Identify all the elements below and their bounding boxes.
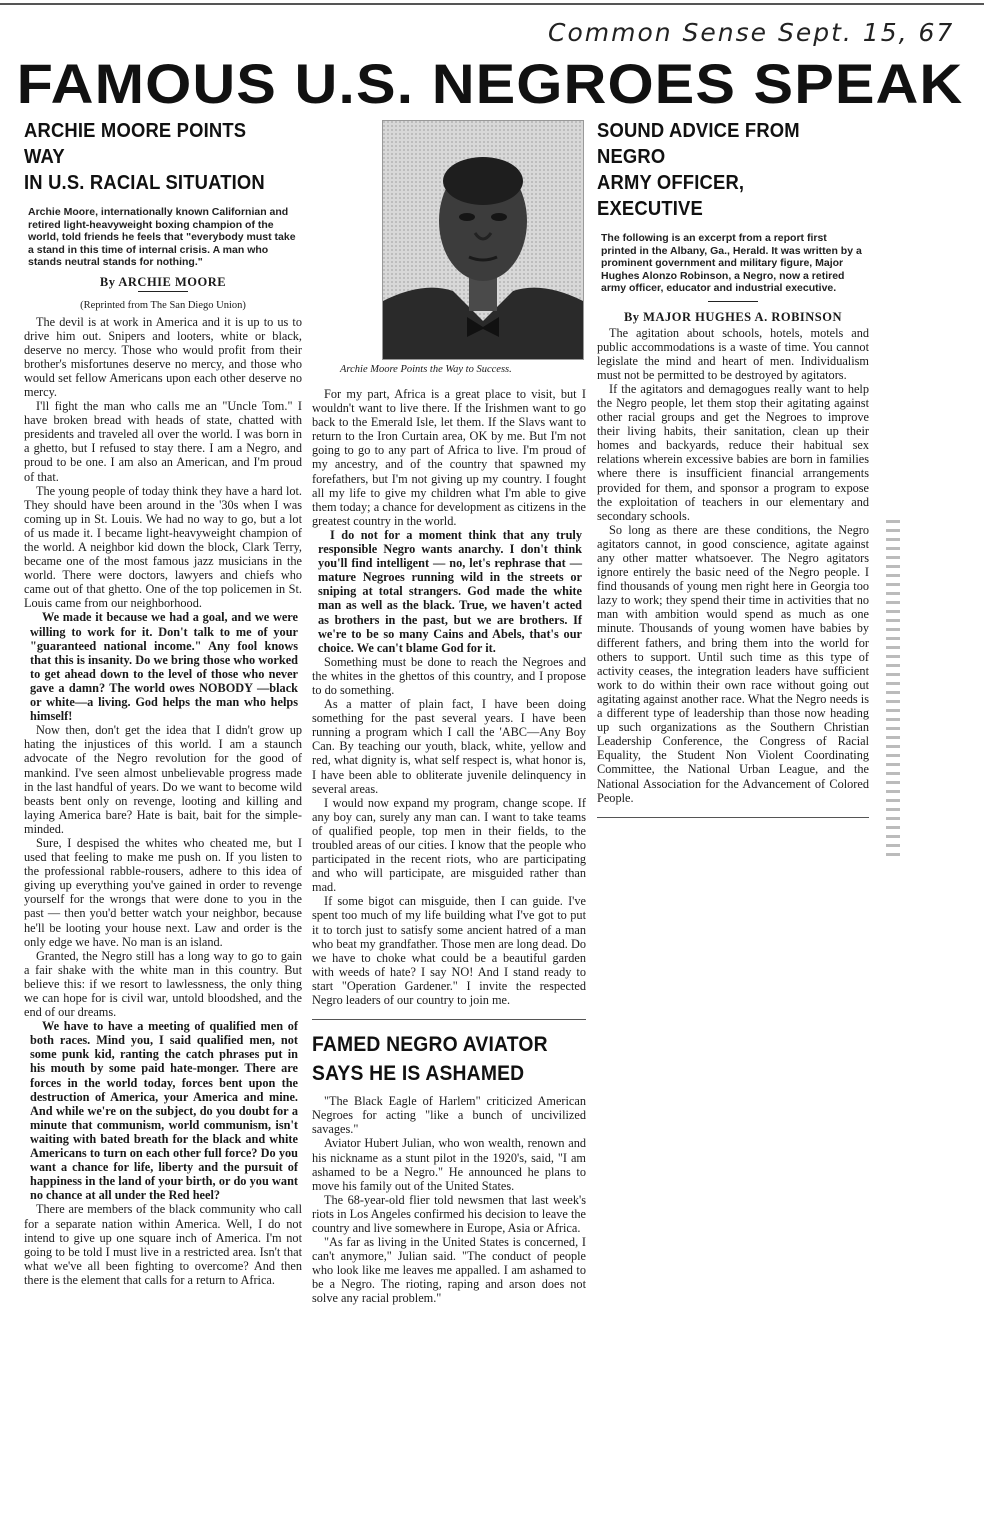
article1-reprint-note: (Reprinted from The San Diego Union) [80, 299, 246, 311]
article2-headline-line2: ARMY OFFICER, EXECUTIVE [597, 172, 745, 220]
article1-paragraph: For my part, Africa is a great place to visit, but I wouldn't want to live there. If the Irishmen want to go back to the Emerald Isle, let them. If the Slavs want to return to the Iron Curtain area, OK by me. But I'm not going to go to any part of Africa to live. I'm proud of my ancestry, and of the country that spawned my forefathers, but I'm not giving up my country. I fought all my life to give my children what I'm able to give them today; a chance for development as citizens in the greatest country in the world. [312, 387, 586, 528]
article2-paragraph: If the agitators and demagogues really want to help the Negro people, let them stop their agitating against other racial groups and get the Negroes to improve their living habits, their sanitation, clean up their homes and backyards, reduce their habitual sex relations wherein excessive babies are born in families where there is insufficient financial arrangements provided for them, and sponsor a program to expose the exploitation of teachers in our elementary and secondary schools. [597, 381, 869, 523]
article1-bold-paragraph: I do not for a moment think that any truly responsible Negro wants anarchy. I don't think you'll find intelligent — no, let's rephrase that — mature Negroes running wild in the streets or sniping at total strangers. God made the white man as well as the black. True, we haven't acted as brothers in the past, but we are brothers. If we're to be so many Cains and Abels, that's our choice. We can't blame God for it. [318, 527, 582, 655]
article2-paragraph: So long as there are these conditions, the Negro agitators cannot, in good conscience, agitate against any other matter whatsoever. The Negro agitators ignore entirely the basic need of the Negro people. I find thousands of young men right here in Georgia too lazy to work; they spend their time in activities that no man with ambition would spend as much as one minute. Thousands of young women have babies by different fathers, and bring them into the world for others to support. Until such time as this type of activity ceases, the integration leaders have sufficient work to do within their own race without going out agitating against another race. What the Negro needs is a different type of leadership than those now heading up such organizations as the Southern Christian Leadership Conference, the Congress of Racial Equality, the Student Non Violent Coordinating Committee, the National Urban League, and the National Association for the Advancement of Colored People. [597, 522, 869, 805]
article3-paragraph: The 68-year-old flier told newsmen that last week's riots in Los Angeles confirmed his decision to leave the country and live somewhere in Europe, Asia or Africa. [312, 1192, 586, 1235]
page-title: FAMOUS U.S. NEGROES SPEAK [16, 52, 964, 115]
article1-paragraph: I'll fight the man who calls me an "Uncle Tom." I have broken bread with heads of state, chatted with presidents and traveled all over the world. I was born in a ghetto, but I refused to stay there. I am a Negro, and proud to be one. I am also an American, and I'm proud of that. [24, 399, 302, 484]
margin-ruler-marks [886, 520, 900, 860]
article1-paragraph: Now then, don't get the idea that I didn't grow up hating the injustices of this world. I am a staunch advocate of the Negro revolution for the good of mankind. I've seen almost unbelievable progress made in the last handful of years. Do we want to become wild beasts bent only on revenge, looting and killing and laying America bare? Hate is bait, bait for the simple-minded. [24, 723, 302, 836]
article2-headline [597, 118, 847, 222]
article2-byline: By MAJOR HUGHES A. ROBINSON [623, 309, 843, 324]
section-divider [312, 1019, 586, 1020]
top-border-rule [0, 3, 984, 5]
photo-caption: Archie Moore Points the Way to Success. [340, 364, 512, 375]
article1-bold-paragraph: We made it because we had a goal, and we were willing to work for it. Don't talk to me of your "guaranteed national income." Any fool knows that this is insanity. Do we bring those who worked to get ahead down to the level of those who never gave a damn? The world owes NOBODY —black or white—a living. God helps the man who helps himself! [30, 610, 298, 724]
article3-headline [312, 1030, 564, 1088]
column-middle [312, 118, 586, 1306]
article1-headline-line1: ARCHIE MOORE POINTS WAY [24, 120, 247, 168]
article1-paragraph: If some bigot can misguide, then I can guide. I've spent too much of my life building what I've got to put it to torch just to satisfy some ancient hatred of a man who beat my grandfather. Those men are long dead. Do we have to choke what could be a beautiful garden with weeds of hate? I say NO! And I stand ready to start "Operation Gardener." I invite the respected Negro leaders of our country to join me. [312, 894, 586, 1008]
article1-paragraph: There are members of the black community who call for a separate nation within America. Well, I do not intend to give up one square inch of America. I'm not going to be told I must live in a restricted area. Isn't that what we've all been fighting to overcome? And then there is the element that calls for a return to Africa. [24, 1202, 302, 1287]
article1-paragraph: I would now expand my program, change scope. If any boy can, surely any man can. I want to take teams of qualified people, top men in their fields, to the troubled areas of our cities. I know that the people who participated in the recent riots, who are participating and who will participate, are misguided rather than mad. [312, 795, 586, 895]
article1-paragraph: The young people of today think they have a hard lot. They should have been around in the '30s when I was coming up in St. Louis. We had no way to go, but a lot of us made it. I became light-heavyweight champion of the world. A neighbor kid down the block, Clark Terry, became one of the most famous jazz musicians in the world. There were doctors, lawyers and chiefs who came out of that ghetto. One of the top policemen in St. Louis came from our neighborhood. [24, 483, 302, 611]
article2-intro: The following is an excerpt from a report first printed in the Albany, Ga., Herald. It was written by a prominent government and military figure, Major Hughes Alonzo Robinson, a Negro, now a retired army officer, educator and industrial executive. [601, 232, 862, 294]
column-left [24, 118, 302, 1287]
article3-paragraph: "The Black Eagle of Harlem" criticized American Negroes for acting "like a bunch of uncivilized savages." [312, 1094, 586, 1137]
article2-headline-line1: SOUND ADVICE FROM NEGRO [597, 120, 800, 168]
byline-rule [138, 291, 188, 292]
column-right [597, 118, 869, 828]
handwritten-annotation: Common Sense Sept. 15, 67 [548, 18, 955, 47]
article1-paragraph: As a matter of plain fact, I have been doing something for the past several years. I have been running a program which I call the 'ABC—Any Boy Can. By teaching our youth, black, white, yellow and red, what dignity is, what self respect is, what honor is, I have been able to obliterate juvenile delinquency in several areas. [312, 697, 586, 796]
article1-headline-line2: IN U.S. RACIAL SITUATION [24, 172, 265, 194]
article1-paragraph: Granted, the Negro still has a long way to go to gain a fair shake with the white man in this country. But believe this: if we resort to lawlessness, the only thing we can hope for is civil war, untold bloodshed, and the end of our dreams. [24, 948, 302, 1020]
photo-block [326, 120, 582, 375]
portrait-illustration [383, 121, 583, 359]
article1-intro: Archie Moore, internationally known Californian and retired light-heavyweight boxing champion of the world, told friends he feels that "everybody must take a stand in this time of internal crisis. A man who stands neutral stands for nothing." [28, 206, 296, 268]
portrait-photo [382, 120, 584, 360]
byline-rule [708, 301, 758, 302]
column-end-rule [597, 817, 869, 818]
article2-paragraph: The agitation about schools, hotels, motels and public accommodations is a waste of time. You cannot legislate the mind and heart of men. Individualism must not be permitted to be destroyed by agitators. [597, 325, 869, 382]
article3-paragraph: Aviator Hubert Julian, who won wealth, renown and his nickname as a stunt pilot in the 1920's, said, "I am ashamed to be a Negro." He announced he plans to move his family out of the United States. [312, 1136, 586, 1193]
article1-bold-paragraph: We have to have a meeting of qualified men of both races. Mind you, I said qualified men, not some punk kid, ranting the catch phrases put in his mouth by some paid hate-monger. There are forces in the world today, forces bent upon the destruction of America, your America and mine. And while we're on the subject, do you doubt for a minute that communism, world communism, isn't waiting with bated breath for the black and white Americans to turn on each other full force? Do you want a chance for life, liberty and the pursuit of happiness in the land of your birth, or do you want no chance at all under the Red heel? [30, 1019, 298, 1203]
article1-byline: By ARCHIE MOORE [99, 274, 227, 289]
article1-paragraph: Sure, I despised the whites who cheated me, but I used that feeling to make me push on. If you listen to the professional rabble-rousers, adhere to this idea of giving up everything you've gained in order to revenge yourself for the wrongs that were done to you in the past — then you'd better watch your neighbor, because he'll be looting your house next. Law and order is the only edge we have. No man is an island. [24, 835, 302, 949]
article1-paragraph: The devil is at work in America and it is up to us to drive him out. Snipers and looters, white or black, deserve no mercy. Those who would profit from their brother's misfortunes deserve no mercy, and those who would set fellow Americans upon each other deserve no mercy. [24, 314, 302, 399]
article1-paragraph: Something must be done to reach the Negroes and the whites in the ghettos of this country, and I propose to do something. [312, 654, 586, 697]
article3-headline-line1: FAMED NEGRO AVIATOR [312, 1033, 548, 1057]
article1-headline [24, 118, 280, 196]
article3-paragraph: "As far as living in the United States is concerned, I can't anymore," Julian said. "The conduct of people who look like me leaves me appalled. I am ashamed to be a Negro. The rioting, raping and arson does not solve any racial problem." [312, 1235, 586, 1306]
article3-headline-line2: SAYS HE IS ASHAMED [312, 1062, 525, 1086]
